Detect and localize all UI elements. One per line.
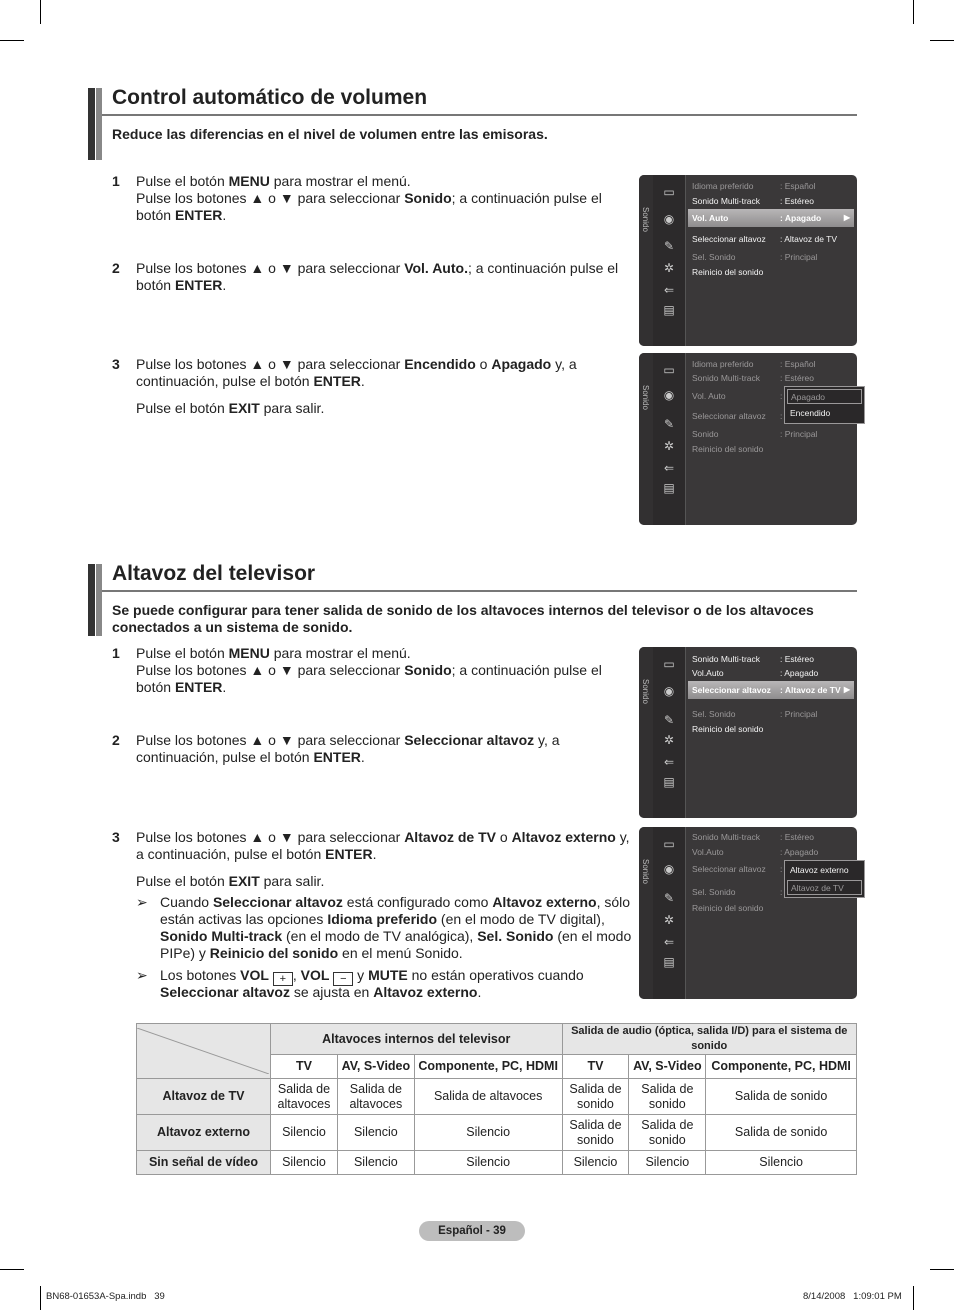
menu-row[interactable]: Seleccionar altavoz : [692,411,783,421]
tv-menu-speaker-options [639,827,857,999]
input-icon: ⇐ [663,935,675,949]
option-popup [784,386,865,424]
vol-up-icon: + [273,972,293,986]
option-popup [784,860,865,898]
sound-icon: ◉ [663,684,675,698]
table-cell: Silencio [270,1151,337,1175]
menu-row[interactable]: Sonido Multi-track : Estéreo [692,654,815,664]
table-col-header: Componente, PC, HDMI [414,1055,562,1079]
table-cell: Silencio [706,1151,857,1175]
option-encendido[interactable]: Encendido [790,408,831,418]
menu-row[interactable]: Idioma preferido : Español [692,181,816,191]
sound-icon: ◉ [663,212,675,226]
menu-row[interactable]: Vol.Auto : Apagado [692,668,819,678]
sound-icon: ◉ [663,388,675,402]
table-cell: Salida de sonido [629,1115,706,1151]
application-icon: ▤ [663,303,675,317]
application-icon: ▤ [663,775,675,789]
section-title: Altavoz del televisor [112,562,316,585]
crop-mark [40,1286,41,1310]
input-icon: ⇐ [663,755,675,769]
crop-mark [0,1269,24,1270]
table-cell: Silencio [629,1151,706,1175]
menu-row[interactable]: Reinicio del sonido [692,444,764,454]
menu-row[interactable]: Sonido Multi-track : Estéreo [692,832,815,842]
table-col-header: TV [562,1055,629,1079]
table-cell: Salida de sonido [629,1079,706,1115]
table-col-header: AV, S-Video [337,1055,414,1079]
table-row-header: Altavoz de TV [137,1079,271,1115]
menu-side-label: Sonido [641,679,650,704]
menu-row[interactable]: Reinicio del sonido [692,724,764,734]
option-altavoz-externo[interactable]: Altavoz externo [790,865,849,875]
channel-icon: ✎ [663,713,675,727]
picture-icon: ▭ [663,185,675,199]
input-icon: ⇐ [663,461,675,475]
menu-row[interactable]: Reinicio del sonido [692,267,764,277]
table-row-header: Sin señal de vídeo [137,1151,271,1175]
table-cell: Silencio [562,1151,629,1175]
table-cell: Salida de altavoces [337,1079,414,1115]
arrow-right-icon: ▶ [843,685,850,694]
table-col-header: Componente, PC, HDMI [706,1055,857,1079]
diagonal-line [137,1028,269,1074]
speaker-mode-table [136,1023,857,1175]
channel-icon: ✎ [663,891,675,905]
setup-icon: ✲ [663,733,675,747]
crop-mark [930,1269,954,1270]
file-info: BN68-01653A-Spa.indb 39 [46,1291,165,1302]
page-number: Español - 39 [419,1221,525,1241]
application-icon: ▤ [663,481,675,495]
table-row [137,1115,857,1151]
menu-side-label: Sonido [641,207,650,232]
menu-row[interactable]: Idioma preferido : Español [692,359,816,369]
table-group-header: Altavoces internos del televisor [270,1024,562,1055]
picture-icon: ▭ [663,363,675,377]
menu-row[interactable]: Sel. Sonido : Principal [692,252,818,262]
input-icon: ⇐ [663,283,675,297]
option-apagado[interactable]: Apagado [787,389,862,404]
option-altavoz-tv[interactable]: Altavoz de TV [787,880,862,895]
title-underline [102,590,857,592]
menu-row[interactable]: Sonido Multi-track : Estéreo [692,373,815,383]
menu-row-selected[interactable]: Seleccionar altavoz : Altavoz de TV ▶ [688,681,854,699]
table-cell: Salida de sonido [562,1079,629,1115]
crop-mark [0,40,24,41]
menu-row[interactable]: Vol.Auto : Apagado [692,847,819,857]
crop-mark [40,0,41,24]
section-bar [88,88,102,160]
crop-mark [930,40,954,41]
section-intro: Reduce las diferencias en el nivel de volumen entre las emisoras. [112,126,548,142]
table-col-header: AV, S-Video [629,1055,706,1079]
application-icon: ▤ [663,955,675,969]
menu-row[interactable]: Seleccionar altavoz : [692,864,783,874]
crop-mark [913,0,914,24]
setup-icon: ✲ [663,439,675,453]
setup-icon: ✲ [663,913,675,927]
setup-icon: ✲ [663,261,675,275]
table-cell: Salida de sonido [706,1115,857,1151]
table-row [137,1151,857,1175]
table-cell: Silencio [337,1115,414,1151]
menu-row[interactable]: Sel. Sonido : [692,887,783,897]
title-underline [102,114,857,116]
table-group-header: Salida de audio (óptica, salida I/D) para el sistema de sonido [562,1024,856,1055]
table-corner [137,1024,271,1079]
channel-icon: ✎ [663,239,675,253]
menu-row[interactable]: Vol. Auto : [692,391,783,401]
section-title: Control automático de volumen [112,86,428,109]
tv-menu-vol-auto-options [639,353,857,525]
table-row-header: Altavoz externo [137,1115,271,1151]
table-cell: Silencio [414,1151,562,1175]
note-arrow-icon: ➢ [136,967,148,983]
menu-side-label: Sonido [641,385,650,410]
table-cell: Salida de altavoces [270,1079,337,1115]
channel-icon: ✎ [663,417,675,431]
table-cell: Salida de sonido [706,1079,857,1115]
arrow-right-icon: ▶ [843,213,850,222]
table-cell: Salida de sonido [562,1115,629,1151]
crop-mark [913,1286,914,1310]
menu-row[interactable]: Sel. Sonido : Principal [692,709,818,719]
menu-side-label: Sonido [641,859,650,884]
menu-row[interactable]: Sonido Multi-track : Estéreo [692,196,815,206]
section-bar [88,564,102,636]
note-arrow-icon: ➢ [136,894,148,910]
vol-down-icon: − [333,972,353,986]
tv-menu-speaker-select [639,647,857,818]
table-col-header: TV [270,1055,337,1079]
section-intro: Se puede configurar para tener salida de sonido de los altavoces internos del televisor o de los altavoces conectados a un sistema de sonido. [112,602,814,635]
table-cell: Silencio [270,1115,337,1151]
table-row [137,1079,857,1115]
tv-menu-vol-auto [639,175,857,346]
menu-row-selected[interactable]: Vol. Auto : Apagado ▶ [688,209,854,227]
menu-row[interactable]: Sonido : Principal [692,429,818,439]
picture-icon: ▭ [663,657,675,671]
sound-icon: ◉ [663,862,675,876]
picture-icon: ▭ [663,837,675,851]
menu-row[interactable]: Reinicio del sonido [692,903,764,913]
print-date: 8/14/2008 1:09:01 PM [803,1291,902,1302]
table-cell: Silencio [414,1115,562,1151]
table-cell: Salida de altavoces [414,1079,562,1115]
menu-row[interactable]: Seleccionar altavoz : Altavoz de TV [692,234,838,244]
table-cell: Silencio [337,1151,414,1175]
